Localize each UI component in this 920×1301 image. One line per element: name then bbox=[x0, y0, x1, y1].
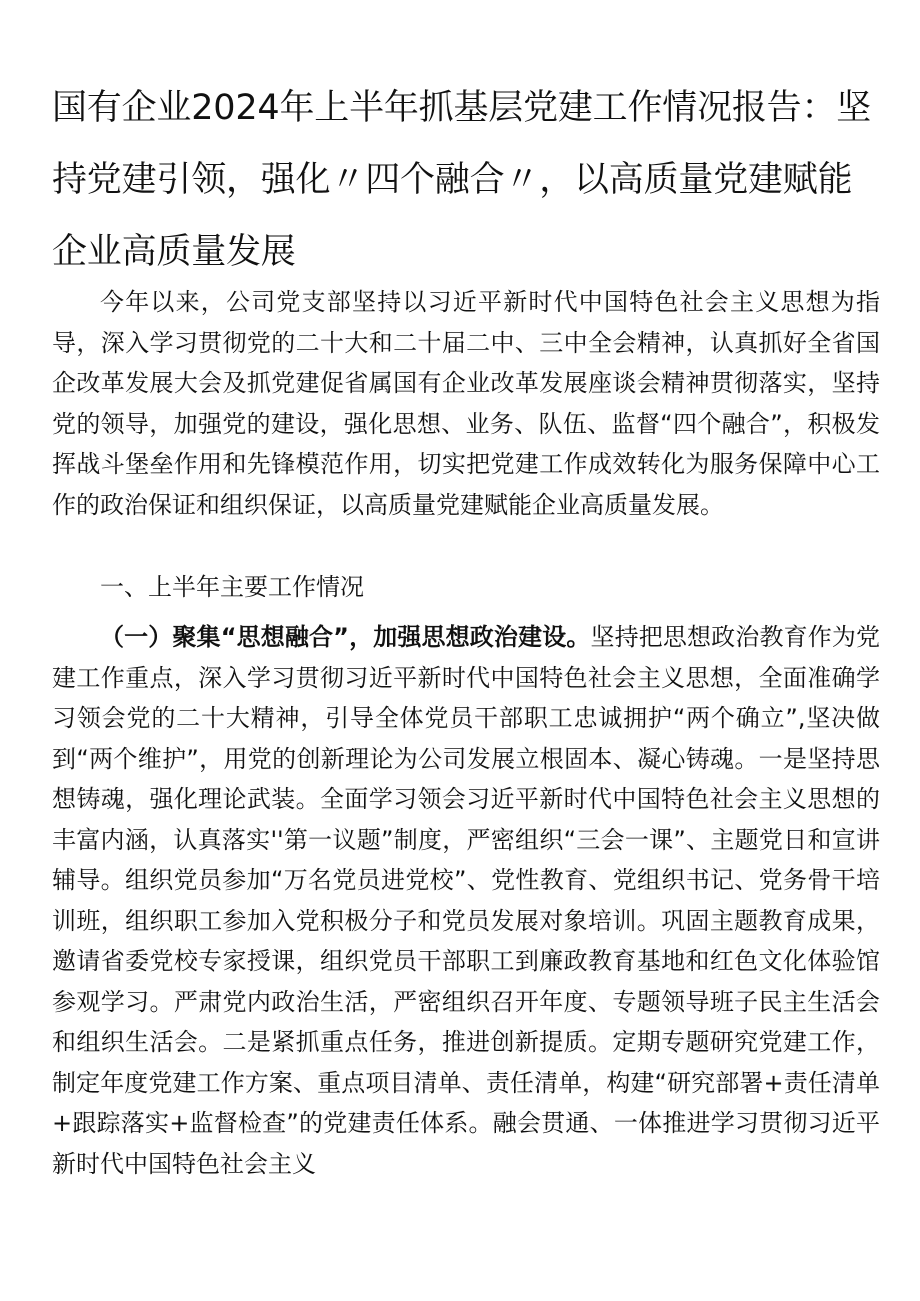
subsection-one-lead: （一）聚集“思想融合”，加强思想政治建设。 bbox=[100, 623, 591, 651]
document-title: 国有企业2024年上半年抓基层党建工作情况报告：坚持党建引领，强化〃四个融合〃，以高质量党建赋能企业高质量发展 bbox=[52, 88, 872, 272]
subsection-one-text: 坚持把思想政治教育作为党建工作重点，深入学习贯彻习近平新时代中国特色社会主义思想，全面准确学习领会党的二十大精神，引导全体党员干部职工忠诚拥护“两个确立”,坚决做到“两个维护”，用党的创新理论为公司发展立根固本、凝心铸魂。一是坚持思想铸魂，强化理论武装。全面学习领会习近平新时代中国特色社会主义思想的丰富内涵，认真落实''第一议题”制度，严密组织“三会一课”、主题党日和宣讲辅导。组织党员参加“万名党员进党校”、党性教育、党组织书记、党务骨干培训班，组织职工参加入党积极分子和党员发展对象培训。巩固主题教育成果，邀请省委党校专家授课，组织党员干部职工到廉政教育基地和红色文化体验馆参观学习。严肃党内政治生活，严密组织召开年度、专题领导班子民主生活会和组织生活会。二是紧抓重点任务，推进创新提质。定期专题研究党建工作，制定年度党建工作方案、重点项目清单、责任清单，构建“研究部署+责任清单+跟踪落实+监督检查”的党建责任体系。融会贯通、一体推进学习贯彻习近平新时代中国特色社会主义 bbox=[52, 623, 880, 1178]
intro-paragraph: 今年以来，公司党支部坚持以习近平新时代中国特色社会主义思想为指导，深入学习贯彻党的二十大和二十届二中、三中全会精神，认真抓好全省国企改革发展大会及抓党建促省属国有企业改革发展座谈会精神贯彻落实，坚持党的领导，加强党的建设，强化思想、业务、队伍、监督“四个融合”，积极发挥战斗堡垒作用和先锋模范作用，切实把党建工作成效转化为服务保障中心工作的政治保证和组织保证，以高质量党建赋能企业高质量发展。 bbox=[52, 288, 880, 519]
section-one-heading: 一、上半年主要工作情况 bbox=[100, 573, 364, 601]
subsection-one-paragraph bbox=[52, 617, 880, 1184]
